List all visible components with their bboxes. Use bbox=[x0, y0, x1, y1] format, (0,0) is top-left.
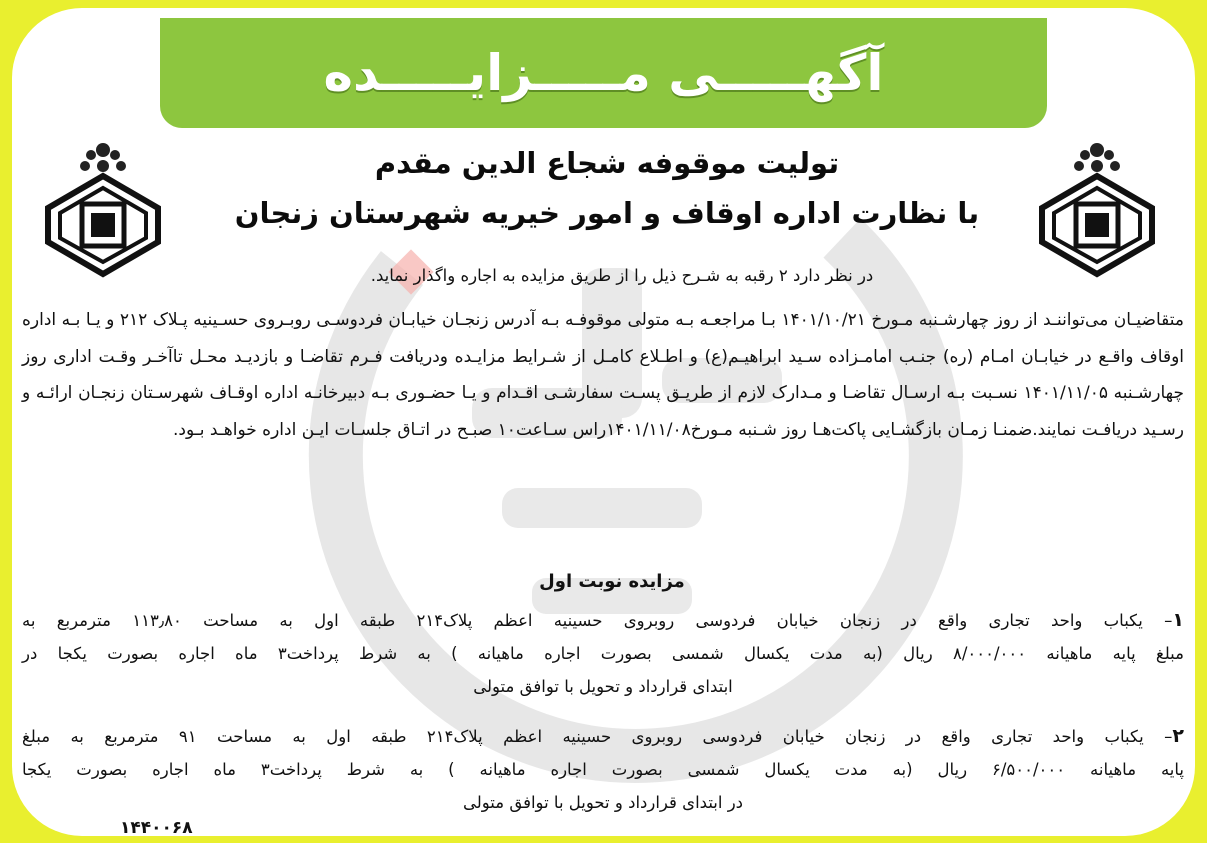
item-number: ۱ bbox=[1172, 609, 1185, 631]
banner-title: آگهـــــی مـــــزایـــــده bbox=[323, 44, 884, 102]
intro-text: در نظر دارد ۲ رقبه به شـرح ذیل را از طریق مزایده به اجاره واگذار نماید. bbox=[370, 266, 874, 285]
item-text: – یکباب واحد تجاری واقع در زنجان خیابان فردوسی روبروی حسینیه اعظم پلاک۲۱۴ طبقه اول به مساحت ۹۱ مترمربع به مبلغ bbox=[22, 727, 1173, 746]
publisher-watermark bbox=[282, 158, 982, 818]
auction-item bbox=[22, 604, 1184, 703]
endowment-logo-icon bbox=[1032, 138, 1162, 278]
item-line: مبلغ پایه ماهیانه ۸/۰۰۰/۰۰۰ ریال (به مدت یکسال شمسی بصورت اجاره ماهیانه ) به شرط پرداخت۳ ماه اجاره بصورت یکجا در bbox=[22, 644, 1184, 663]
item-text: – یکباب واحد تجاری واقع در زنجان خیابان فردوسی روبروی حسینیه اعظم پلاک۲۱۴ طبقه اول به مساحت ۱۱۳٫۸۰ مترمربع به bbox=[22, 611, 1173, 630]
body-paragraph: متقاضیـان می‌تواننـد از روز چهارشـنبه مـورخ ۱۴۰۱/۱۰/۲۱ بـا مراجعـه بـه متولی موقوفـه بـه آدرس زنجـان خیابـان فردوسـی روبـروی حسـینیه پـلاک ۲۱۲ و یـا بـه اداره اوقاف واقـع در خیابـان امـام (ره) جنـب امامـزاده سـید ابراهیـم(ع) و اطـلاع کامـل از شـرایط مزایـده ودریافت فـرم تقاضـا و بازدیـد محـل تاآخـر وقـت اداری روز چهارشـنبه ۱۴۰۱/۱۱/۰۵ نسـبت بـه ارسـال تقاضـا و مـدارک لازم از طریـق پسـت سفارشـی اقـدام و یـا حضـوری بـه دبیرخانـه اداره اوقـاف شهرسـتان زنجـان ارائـه و رسـید دریافـت نمایند.ضمنـا زمـان بازگشـایی پاکت‌هـا روز شـنبه مـورخ۱۴۰۱/۱۱/۰۸راس سـاعت۱۰ صبـح در اتـاق جلسـات ایـن اداره خواهـد بـود. bbox=[22, 310, 1184, 440]
endowment-logo-icon bbox=[38, 138, 168, 278]
notice-frame bbox=[12, 8, 1195, 836]
section-title: مزایده نوبت اول bbox=[539, 571, 685, 592]
auction-item bbox=[22, 720, 1184, 819]
notice-code: ۱۴۴۰۰۶۸ bbox=[120, 818, 193, 836]
item-line: در ابتدای قرارداد و تحویل با توافق متولی bbox=[462, 793, 744, 812]
item-line bbox=[22, 604, 1184, 637]
header-line-2: با نظارت اداره اوقاف و امور خیریه شهرستان زنجان bbox=[234, 196, 980, 230]
item-line bbox=[22, 720, 1184, 753]
item-number: ۲ bbox=[1172, 725, 1184, 747]
item-line: ابتدای قرارداد و تحویل با توافق متولی bbox=[473, 677, 733, 696]
item-line: پایه ماهیانه ۶/۵۰۰/۰۰۰ ریال (به مدت یکسال شمسی بصورت اجاره ماهیانه ) به شرط پرداخت۳ ماه اجاره بصورت یکجا bbox=[22, 760, 1185, 779]
header-line-1: تولیت موقوفه شجاع الدین مقدم bbox=[374, 146, 840, 180]
notice-banner bbox=[160, 18, 1047, 128]
